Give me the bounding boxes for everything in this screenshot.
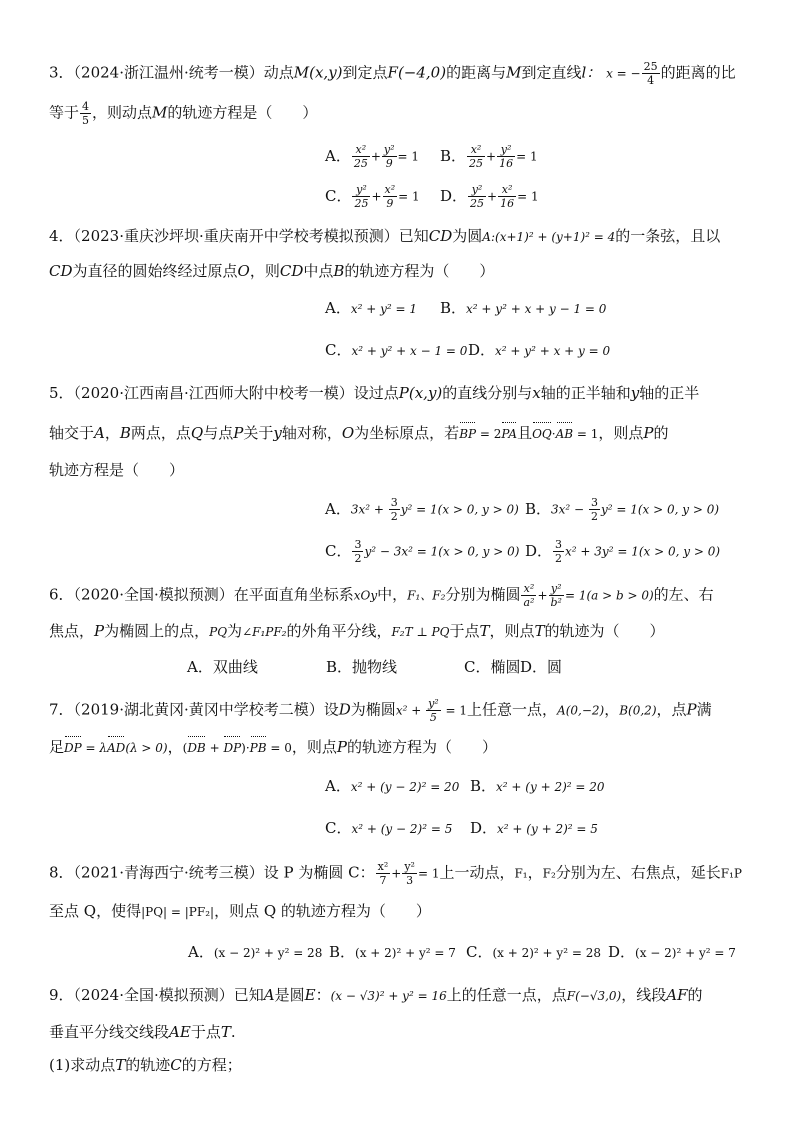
q5-text: ，则点 <box>598 424 644 442</box>
q3-point-f: F(−4,0) <box>387 63 447 82</box>
frac-den: 2 <box>354 552 362 565</box>
q6-perp: F₂T ⊥ PQ <box>391 625 450 639</box>
equals: = 1 <box>517 189 539 204</box>
option-label: B． <box>329 943 356 961</box>
q8-line2 <box>49 901 431 922</box>
q7-point-a: A(0,−2) <box>557 703 605 718</box>
q5-text: 轨迹方程是（ ） <box>49 461 185 479</box>
frac-num: 3 <box>555 538 563 551</box>
frac-den: 5 <box>82 114 90 127</box>
q9-text: 上的任意一点，点 <box>446 986 567 1004</box>
option-label: C． <box>466 943 493 961</box>
q9-text: . <box>230 1023 236 1041</box>
q9-segment-ae: AE <box>169 1023 191 1041</box>
q5-vector-oq: OQ <box>532 424 552 444</box>
q7-option-c[interactable] <box>325 818 452 839</box>
option-eq: x² + (y + 2)² = 20 <box>496 780 605 794</box>
q5-vector-pa: PA <box>501 424 517 444</box>
q5-axis-y: y <box>630 384 640 402</box>
option-eq: x² + (y − 2)² = 20 <box>350 780 460 794</box>
q5-text: 的 <box>653 424 669 442</box>
q7-line1 <box>49 697 712 724</box>
frac-den: 25 <box>353 157 368 170</box>
q5-vector-bp: BP <box>459 424 476 444</box>
q7-text: 满 <box>696 700 712 719</box>
q6-line2 <box>49 621 665 642</box>
q6-text: 的轨迹为（ ） <box>544 622 665 640</box>
q5-text: 关于 <box>243 424 274 442</box>
q9-text: 垂直平分线交线段 <box>49 1023 170 1041</box>
frac <box>352 143 370 170</box>
q3-point-m: M(x,y) <box>293 63 343 82</box>
q5-text: 轴的正半 <box>639 384 700 402</box>
q5-eq: = 1 <box>573 427 599 441</box>
q8-focus: F₁ <box>514 866 528 881</box>
plus: + <box>370 149 381 164</box>
q7-vector-dp: DP <box>64 738 82 758</box>
q4-text: 的一条弦，且以 <box>615 227 721 245</box>
frac <box>382 143 397 170</box>
frac <box>589 496 600 523</box>
frac-den: 16 <box>499 157 514 170</box>
q5-axis-x: x <box>532 384 541 402</box>
q6-option-d[interactable] <box>520 657 562 677</box>
frac-num: y² <box>497 143 515 157</box>
option-eq: x² + y² + x + y = 0 <box>495 344 611 358</box>
q6-point-p: P <box>94 622 105 640</box>
q7-eq: = 0 <box>266 741 292 755</box>
frac-num: 3 <box>354 538 362 551</box>
option-eq: x² + (y + 2)² = 5 <box>497 822 598 836</box>
frac-den: 2 <box>590 510 598 523</box>
option-label: B． <box>440 146 467 165</box>
q6-line1 <box>49 582 714 609</box>
q4-text: 为圆 <box>452 227 483 245</box>
q7-text: 的轨迹方程为（ ） <box>347 738 498 756</box>
option-label: B． <box>470 777 497 795</box>
option-label: B． <box>525 499 552 518</box>
q6-text: 分别为椭圆 <box>445 585 521 604</box>
option-label: B． <box>440 299 467 317</box>
q7-line2 <box>49 737 497 758</box>
option-eq: 3x² − <box>551 502 588 517</box>
frac <box>402 860 417 887</box>
q7-cond: (λ > 0) <box>125 741 168 755</box>
q7-point-p: P <box>686 700 697 719</box>
q7-vector-db: DB <box>187 738 205 758</box>
q7-option-b[interactable] <box>470 776 605 797</box>
frac-den: 9 <box>385 157 393 170</box>
frac-den: 25 <box>470 197 485 210</box>
equals: = 1 <box>398 189 420 204</box>
option-label: C． <box>325 541 352 560</box>
q4-option-b[interactable] <box>440 298 606 319</box>
frac <box>521 582 536 609</box>
frac <box>467 143 485 170</box>
q6-text: ，则点 <box>489 622 535 640</box>
q9-line1 <box>49 985 703 1006</box>
frac-den: b² <box>550 596 562 609</box>
frac-den: 3 <box>406 874 414 887</box>
q3-option-d[interactable] <box>440 183 539 210</box>
option-eq: x² + y² = 1 <box>350 302 418 316</box>
q6-text: 于点 <box>449 622 480 640</box>
q8-focus: F₂ <box>542 866 556 881</box>
q7-text: 为椭圆 <box>350 700 396 719</box>
q9-text: ： <box>315 986 331 1004</box>
q6-point-t: T <box>534 622 545 640</box>
frac-num: x² <box>377 860 389 873</box>
q3-text: 的距离与 <box>446 63 507 82</box>
q5-text: 的直线分别与 <box>442 384 533 402</box>
q3-point-m: M <box>506 63 522 82</box>
option-eq: x² + (y − 2)² = 5 <box>351 822 453 836</box>
q8-line1 <box>49 860 742 887</box>
q7-text: ，则点 <box>291 738 337 756</box>
q7-paren: ( <box>182 741 188 755</box>
q9-point-t: T <box>220 1023 231 1041</box>
q8-option-b[interactable] <box>329 942 456 963</box>
q8-segment: F₁P <box>720 866 743 881</box>
q8-condition: |PQ| = |PF₂| <box>141 905 215 919</box>
option-eq: y² = 1(x > 0, y > 0) <box>400 502 519 517</box>
frac-den: 9 <box>386 197 394 210</box>
q9-text: 于点 <box>190 1023 221 1041</box>
frac <box>352 538 363 565</box>
q5-point-b: B <box>119 424 131 442</box>
q9-curve-c: C <box>170 1056 182 1074</box>
q5-point-p: P <box>233 424 244 442</box>
option-eq: x² + y² + x + y − 1 = 0 <box>466 302 607 316</box>
q3-fraction <box>642 60 660 87</box>
frac-den: 25 <box>354 197 369 210</box>
q8-option-d[interactable] <box>608 942 736 963</box>
q8-text: 上一动点， <box>439 863 515 882</box>
option-label: A． <box>188 943 214 961</box>
frac-num: y² <box>468 183 486 197</box>
q8-option-a[interactable] <box>188 942 322 963</box>
q4-origin: O <box>237 262 250 280</box>
q4-text: ，则 <box>249 262 280 280</box>
q9-text: 的 <box>687 986 703 1004</box>
q4-text: 为直径的圆始终经过原点 <box>72 262 238 280</box>
q3-text: ，则动点 <box>92 103 153 122</box>
option-eq: y² = 1(x > 0, y > 0) <box>600 502 720 517</box>
frac-num: x² <box>521 582 536 596</box>
q3-ratio-fraction <box>80 100 91 127</box>
frac <box>389 496 400 523</box>
q4-midpoint: B <box>333 262 345 280</box>
frac-den: 2 <box>555 552 563 565</box>
q5-line1 <box>49 383 699 403</box>
q3-line2 <box>49 100 317 127</box>
q6-text: 为椭圆上的点， <box>104 622 210 640</box>
option-label: D． <box>470 819 498 837</box>
plus: + <box>486 149 497 164</box>
q5-axis-y: y <box>273 424 282 442</box>
frac-num: x² <box>498 183 516 197</box>
q4-line1 <box>49 226 720 247</box>
q7-option-d[interactable] <box>470 818 598 839</box>
frac-num: y² <box>549 582 564 596</box>
frac <box>549 582 564 609</box>
option-eq: y² − 3x² = 1(x > 0, y > 0) <box>364 544 520 559</box>
q7-paren: )· <box>241 741 250 755</box>
q4-text: 4．（2023·重庆沙坪坝·重庆南开中学校考模拟预测）已知 <box>49 227 429 245</box>
q3-line1 <box>49 60 736 87</box>
q3-option-b[interactable] <box>440 143 538 170</box>
option-text: C．椭圆 <box>464 658 521 676</box>
frac-den: a² <box>523 596 535 609</box>
q6-ellipse-eq: = 1(a > b > 0) <box>564 588 654 603</box>
q5-text: 轴对称， <box>281 424 342 442</box>
q7-vector-ad: AD <box>107 738 125 758</box>
q3-text: 3．（2024·浙江温州·统考一模）动点 <box>49 63 294 82</box>
q8-text: ， <box>527 863 543 882</box>
q7-point-p: P <box>336 738 347 756</box>
q6-text: 为 <box>227 622 243 640</box>
q9-text: ，线段 <box>621 986 667 1004</box>
option-text: D．圆 <box>520 658 563 676</box>
frac-den: 2 <box>390 510 398 523</box>
q5-text: 两点，点 <box>130 424 191 442</box>
q7-text: 上任意一点， <box>467 700 558 719</box>
q7-text: 足 <box>49 738 65 756</box>
q8-text: ，则点 Q 的轨迹方程为（ ） <box>214 902 431 920</box>
q5-option-c[interactable] <box>325 538 519 565</box>
q8-option-c[interactable] <box>466 942 601 963</box>
q7-option-a[interactable] <box>325 776 459 797</box>
q5-text: 且 <box>517 424 533 442</box>
q5-point-a: A <box>94 424 105 442</box>
q7-text: ，点 <box>656 700 687 719</box>
q9-point-t: T <box>115 1056 126 1074</box>
frac <box>383 183 398 210</box>
frac-num: y² <box>428 697 439 710</box>
q3-line-eq: x = − <box>606 66 641 81</box>
option-eq: (x + 2)² + y² = 28 <box>492 946 601 960</box>
frac <box>498 183 516 210</box>
frac-num: y² <box>352 183 370 197</box>
q3-option-c[interactable] <box>325 183 420 210</box>
q5-point-p: P <box>643 424 654 442</box>
q5-text: 为坐标原点，若 <box>354 424 460 442</box>
option-eq: (x + 2)² + y² = 7 <box>355 946 456 960</box>
option-label: C． <box>325 341 352 359</box>
q3-line-l: l： <box>581 63 602 82</box>
frac-num: y² <box>383 143 395 156</box>
q7-text: ， <box>604 700 620 719</box>
q7-point-b: B(0,2) <box>619 703 657 718</box>
q9-point-f: F(−√3,0) <box>566 989 622 1003</box>
option-eq: (x − 2)² + y² = 28 <box>213 946 323 960</box>
equals: = 1 <box>516 149 538 164</box>
option-eq: (x − 2)² + y² = 7 <box>635 946 736 960</box>
q7-point-d: D <box>338 700 351 719</box>
q7-ellipse-eq: x² + <box>395 703 426 718</box>
q4-line2 <box>49 261 494 281</box>
plus: + <box>391 866 402 881</box>
option-label: D． <box>468 341 496 359</box>
option-label: D． <box>525 541 553 560</box>
q7-text: 7．（2019·湖北黄冈·黄冈中学校考二模）设 <box>49 700 339 719</box>
q5-origin: O <box>341 424 355 442</box>
q7-vector-dp: DP <box>223 738 241 758</box>
q9-text: (1)求动点 <box>49 1056 116 1074</box>
q9-text: 的轨迹 <box>125 1056 171 1074</box>
q7-ellipse-eq: = 1 <box>441 703 468 718</box>
q9-point-a: A <box>263 986 275 1004</box>
q5-text: 5．（2020·江西南昌·江西师大附中校考一模）设过点 <box>49 384 399 402</box>
frac <box>468 183 486 210</box>
option-label: A． <box>325 299 351 317</box>
plus: + <box>371 189 382 204</box>
frac-num: x² <box>467 143 485 157</box>
equals: = 1 <box>397 149 420 164</box>
q8-ellipse-eq: = 1 <box>417 866 440 881</box>
frac-den: 25 <box>469 157 484 170</box>
q5-text: 与点 <box>203 424 234 442</box>
q6-line-pq: PQ <box>209 625 228 639</box>
plus: + <box>537 588 548 603</box>
frac-num: 3 <box>590 496 598 509</box>
option-text: A．双曲线 <box>187 658 258 676</box>
frac-den: 4 <box>647 74 655 87</box>
option-label: C． <box>325 819 352 837</box>
q5-point-p: P(x,y) <box>398 384 443 402</box>
q5-option-b[interactable] <box>525 496 719 523</box>
q6-option-c[interactable] <box>464 657 520 677</box>
frac-num: 25 <box>643 60 658 73</box>
q4-circle-eq: A:(x+1)² + (y+1)² = 4 <box>482 230 616 244</box>
q9-segment-af: AF <box>666 986 688 1004</box>
q5-dot: · <box>551 427 556 441</box>
q3-text: 到定直线 <box>521 63 582 82</box>
q6-foci: F₁、F₂ <box>407 588 446 603</box>
q7-vector-pb: PB <box>250 738 267 758</box>
frac <box>376 860 391 887</box>
option-eq: x² + 3y² = 1(x > 0, y > 0) <box>565 544 721 559</box>
q4-option-a[interactable] <box>325 298 417 319</box>
plus: + <box>487 189 498 204</box>
q6-plane: xOy <box>353 588 378 603</box>
frac-den: 7 <box>379 874 387 887</box>
frac <box>497 143 515 170</box>
q4-chord: CD <box>279 262 304 280</box>
q9-text: 的方程； <box>181 1056 242 1074</box>
q9-line2 <box>49 1022 236 1042</box>
q5-text: 轴交于 <box>49 424 95 442</box>
frac-num: x² <box>352 143 370 157</box>
q7-text: ， <box>167 738 183 756</box>
q6-text: 中， <box>377 585 408 604</box>
q4-text: 的轨迹方程为（ ） <box>344 262 495 280</box>
q4-chord: CD <box>428 227 453 245</box>
q6-text: 6．（2020·全国·模拟预测）在平面直角坐标系 <box>49 585 354 604</box>
q3-option-a[interactable] <box>325 143 419 170</box>
q9-text: 9．（2024·全国·模拟预测）已知 <box>49 986 264 1004</box>
frac-num: x² <box>384 183 396 196</box>
q9-line3 <box>49 1055 242 1075</box>
option-label: A． <box>325 777 351 795</box>
option-text: B．抛物线 <box>326 658 398 676</box>
frac-num: 4 <box>82 100 90 113</box>
q6-text: 的左、右 <box>653 585 714 604</box>
q5-text: ， <box>104 424 120 442</box>
option-label: A． <box>325 146 351 165</box>
frac-num: 3 <box>390 496 398 509</box>
option-eq: 3x² + <box>350 502 388 517</box>
frac <box>352 183 370 210</box>
q9-circle-e: E <box>304 986 316 1004</box>
q7-plus: + <box>205 741 224 755</box>
q6-angle: ∠F₁PF₂ <box>242 625 287 639</box>
q5-point-q: Q <box>190 424 204 442</box>
option-label: D． <box>440 186 468 205</box>
q5-text: 轴的正半轴和 <box>540 384 631 402</box>
frac-num: y² <box>404 860 415 873</box>
q8-text: 分别为左、右焦点，延长 <box>555 863 721 882</box>
frac <box>426 697 441 724</box>
q5-line3 <box>49 460 184 480</box>
frac-den: 5 <box>429 711 437 724</box>
q3-text: 等于 <box>49 103 80 122</box>
q3-text: 的距离的比 <box>660 63 736 82</box>
option-label: A． <box>325 499 351 518</box>
q7-eq: = λ <box>81 741 108 755</box>
frac <box>553 538 564 565</box>
q6-option-b[interactable] <box>326 657 397 677</box>
q9-circle-eq: (x − √3)² + y² = 16 <box>330 989 447 1003</box>
q3-point-m: M <box>152 103 168 122</box>
option-label: D． <box>608 943 636 961</box>
option-label: C． <box>325 186 352 205</box>
option-eq: x² + y² + x − 1 = 0 <box>351 344 468 358</box>
q5-option-a[interactable] <box>325 496 519 523</box>
q5-line2 <box>49 423 669 444</box>
q5-option-d[interactable] <box>525 538 720 565</box>
q4-text: 中点 <box>303 262 334 280</box>
q4-chord: CD <box>49 262 73 280</box>
q4-option-d[interactable] <box>468 340 610 361</box>
q5-vector-ab: AB <box>556 424 573 444</box>
q8-text: 8．（2021·青海西宁·统考三模）设 P 为椭圆 C： <box>49 863 375 882</box>
frac-den: 16 <box>500 197 515 210</box>
q3-text: 到定点 <box>342 63 388 82</box>
q6-point-t: T <box>479 622 490 640</box>
q6-text: 焦点， <box>49 622 95 640</box>
q3-text: 的轨迹方程是（ ） <box>167 103 318 122</box>
q6-option-a[interactable] <box>187 657 258 677</box>
q6-text: 的外角平分线， <box>286 622 392 640</box>
q8-text: 至点 Q，使得 <box>49 902 142 920</box>
q5-eq: = 2 <box>476 427 502 441</box>
q9-text: 是圆 <box>274 986 305 1004</box>
q4-option-c[interactable] <box>325 340 467 361</box>
